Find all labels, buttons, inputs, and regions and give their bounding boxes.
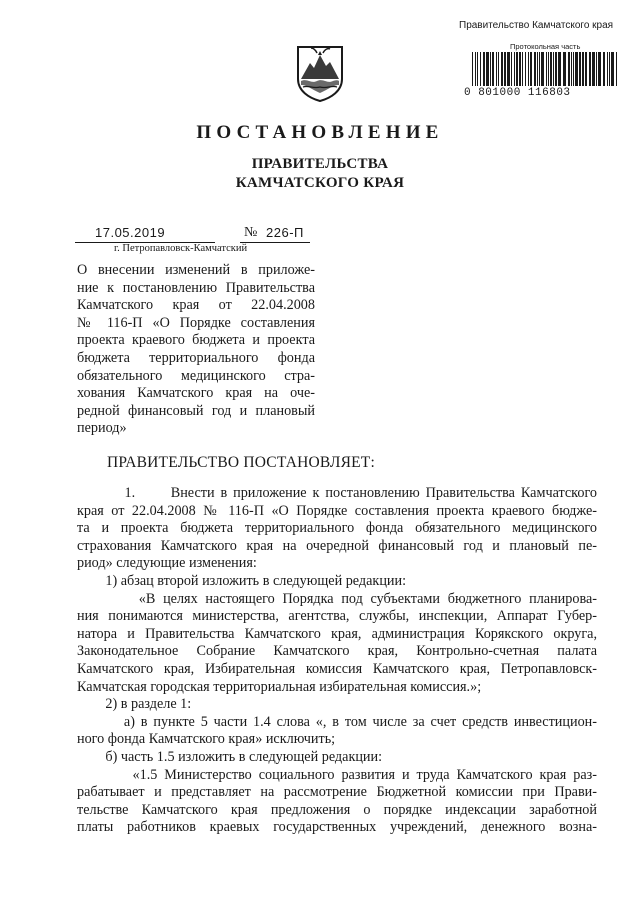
subject-line: проекта краевого бюджета и проекта	[77, 332, 315, 349]
body-line: 2) в разделе 1:	[77, 696, 192, 713]
body-line: страхования Камчатского края на очередной финансовый год и плановый пе-	[77, 537, 597, 554]
barcode-bar	[550, 52, 552, 86]
barcode-bar	[598, 52, 601, 86]
number-underline	[240, 242, 310, 243]
body-line: «1.5 Министерство социального развития и труда Камчатского края раз-	[77, 766, 597, 783]
barcode-bar	[492, 52, 494, 86]
body-line: ния понимаются министерства, агентства, службы, инспекции, Аппарат Губер-	[77, 608, 597, 625]
barcode-bar	[596, 52, 597, 86]
barcode-bar	[555, 52, 557, 86]
body-line: края от 22.04.2008 № 116-П «О Порядке составления проекта краевого бюдже-	[77, 502, 597, 519]
barcode-bar	[568, 52, 570, 86]
barcode-bar	[548, 52, 549, 86]
body-line: «В целях настоящего Порядка под субъектами бюджетного планирова-	[77, 590, 597, 607]
barcode-bar	[607, 52, 608, 86]
body-line: тельстве Камчатского края предложения о порядке индексации заработной	[77, 801, 597, 818]
barcode-bar	[558, 52, 561, 86]
stamp-organization: Правительство Камчатского края	[459, 20, 614, 31]
document-title: ПОСТАНОВЛЕНИЕ	[196, 122, 444, 143]
barcode-bar	[475, 52, 476, 86]
city: г. Петропавловск-Камчатский	[114, 243, 248, 254]
barcode-bar	[514, 52, 515, 86]
body-line: риод» следующие изменения:	[77, 555, 257, 572]
subject-line: хования Камчатского края на оче-	[77, 385, 315, 402]
barcode-bar	[534, 52, 536, 86]
body-line: та и проекта бюджета территориального фонда обязательного медицинского	[77, 520, 597, 537]
barcode-bar	[563, 52, 566, 86]
barcode-bar	[528, 52, 529, 86]
barcode-bar	[537, 52, 538, 86]
barcode-bar	[480, 52, 481, 86]
document-date: 17.05.2019	[95, 225, 166, 240]
barcode-bar	[616, 52, 617, 86]
subject-line: обязательного медицинского стра-	[77, 367, 315, 384]
subject-line: период»	[77, 420, 127, 437]
barcode-bar	[553, 52, 554, 86]
barcode-bar	[496, 52, 497, 86]
barcode-bar	[579, 52, 581, 86]
body-line: натора и Правительства Камчатского края, администрация Корякского округа,	[77, 625, 597, 642]
barcode-bar	[585, 52, 587, 86]
barcode-bar	[571, 52, 572, 86]
barcode-bar	[486, 52, 489, 86]
body-line: Законодательное Собрание Камчатского края, Контрольно-счетная палата	[77, 643, 597, 660]
body-line: Камчатская городская территориальная избирательная комиссия.»;	[77, 678, 482, 695]
barcode-bar	[507, 52, 510, 86]
body-line: ного фонда Камчатского края» исключить;	[77, 731, 336, 748]
barcode-bar	[546, 52, 547, 86]
subject-line: редной финансовый год и плановый	[77, 402, 315, 419]
subject-block	[77, 262, 315, 438]
body-line: 1. Внести в приложение к постановлению Правительства Камчатского	[77, 485, 597, 501]
document-number: 226-П	[266, 225, 304, 240]
barcode	[472, 52, 622, 86]
barcode-bar	[573, 52, 574, 86]
barcode-bar	[522, 52, 523, 86]
barcode-bar	[472, 52, 473, 86]
issuer-line-1: ПРАВИТЕЛЬСТВА	[251, 156, 389, 172]
subject-line: Камчатского края от 22.04.2008	[77, 297, 315, 314]
barcode-bar	[530, 52, 532, 86]
document-body	[77, 485, 597, 837]
barcode-bar	[611, 52, 614, 86]
barcode-bar	[516, 52, 518, 86]
barcode-bar	[519, 52, 521, 86]
subject-line: ние к постановлению Правительства	[77, 279, 315, 296]
barcode-bar	[539, 52, 540, 86]
barcode-bar	[511, 52, 512, 86]
body-line: а) в пункте 5 части 1.4 слова «, в том числе за счет средств инвестицион-	[77, 713, 597, 730]
barcode-bar	[504, 52, 506, 86]
barcode-bar	[483, 52, 485, 86]
barcode-bar	[541, 52, 544, 86]
body-line: Камчатского края, Избирательная комиссия Камчатского края, Петропавловск-	[77, 660, 597, 677]
barcode-bar	[501, 52, 503, 86]
barcode-bar	[582, 52, 584, 86]
barcode-bar	[609, 52, 610, 86]
stamp-subtitle: Протокольная часть	[510, 42, 581, 51]
body-line: платы работников краевых государственных учреждений, денежного возна-	[77, 819, 597, 836]
barcode-bar	[592, 52, 595, 86]
subject-line: бюджета территориального фонда	[77, 349, 315, 366]
number-sign: №	[244, 225, 258, 240]
subject-line: № 116-П «О Порядке составления	[77, 314, 315, 331]
body-line: рабатывает и представляет на рассмотрение Бюджетной комиссии при Прави-	[77, 784, 597, 801]
barcode-bar	[477, 52, 478, 86]
resolution-heading: ПРАВИТЕЛЬСТВО ПОСТАНОВЛЯЕТ:	[107, 454, 375, 471]
body-line: 1) абзац второй изложить в следующей редакции:	[77, 572, 407, 589]
barcode-bar	[603, 52, 605, 86]
barcode-bar	[498, 52, 499, 86]
barcode-bar	[525, 52, 526, 86]
body-line: б) часть 1.5 изложить в следующей редакции:	[77, 748, 383, 765]
barcode-bar	[575, 52, 578, 86]
barcode-bar	[589, 52, 591, 86]
subject-line: О внесении изменений в приложе-	[77, 262, 315, 278]
issuer-line-2: КАМЧАТСКОГО КРАЯ	[235, 175, 405, 191]
coat-of-arms-emblem	[295, 45, 345, 103]
barcode-bar	[490, 52, 491, 86]
barcode-number: 0 801000 116803	[464, 87, 571, 99]
